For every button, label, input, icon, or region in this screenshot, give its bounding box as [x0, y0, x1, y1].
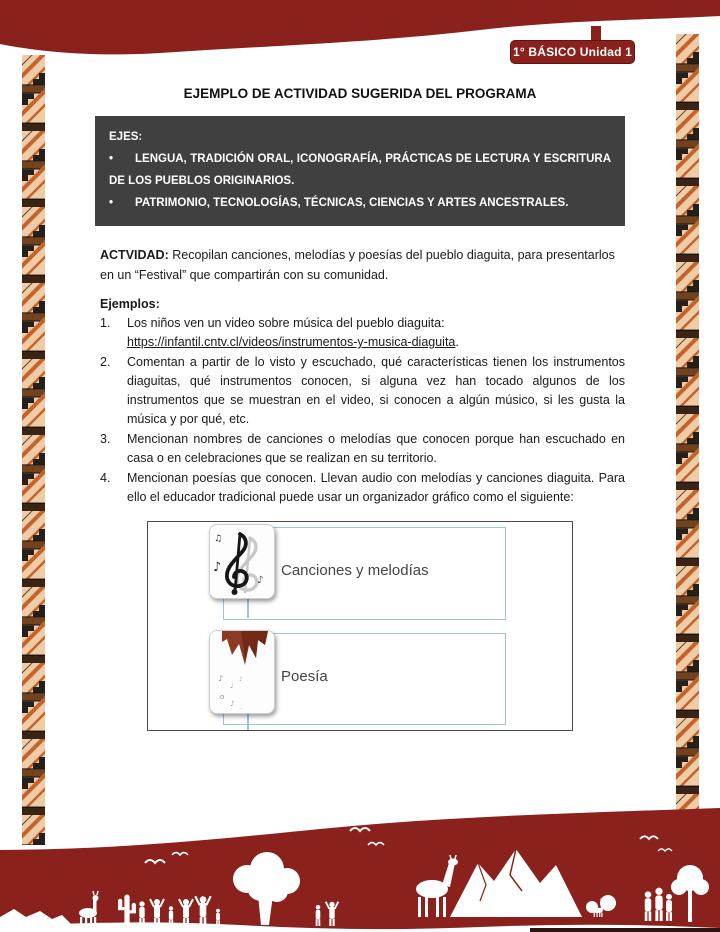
ejes-item-text: PATRIMONIO, TECNOLOGÍAS, TÉCNICAS, CIENCIAS Y ARTES ANCESTRALES.	[135, 197, 569, 209]
ink-leaf-icon	[210, 631, 274, 713]
item-line: Los niños ven un video sobre música del pueblo diaguita:	[127, 316, 445, 330]
item-number: 1.	[100, 316, 111, 330]
example-item	[100, 430, 625, 468]
svg-text:♩: ♩	[230, 682, 234, 690]
svg-text:o: o	[220, 693, 225, 701]
activity-text: Recopilan canciones, melodías y poesías del pueblo diaguita, para presentarlos en un “Festival” que compartirán con su comunidad.	[100, 248, 615, 282]
connector-line	[247, 597, 249, 618]
link-suffix: .	[455, 335, 459, 349]
left-textile-border	[22, 55, 45, 845]
item-text: Mencionan nombres de canciones o melodías que conocen porque han escuchado en casa o en celebraciones que se realizan en su territorio.	[127, 432, 625, 465]
item-text: Mencionan poesías que conocen. Llevan audio con melodías y canciones diaguita. Para ello el educador tradicional puede usar un organizador gráfico como el siguiente:	[127, 471, 625, 504]
organizer-label: Canciones y melodías	[281, 562, 429, 579]
examples-heading: Ejemplos:	[100, 297, 160, 311]
item-number: 4.	[100, 471, 111, 485]
bullet-icon: •	[109, 197, 114, 209]
treble-clef-icon	[210, 525, 274, 598]
ejes-item-text: LENGUA, TRADICIÓN ORAL, ICONOGRAFÍA, PRÁCTICAS DE LECTURA Y ESCRITURA DE LOS PUEBLOS ORIGINARIOS.	[109, 153, 611, 187]
activity-paragraph	[100, 245, 625, 285]
example-item	[100, 469, 625, 507]
page-title: EJEMPLO DE ACTIVIDAD SUGERIDA DEL PROGRAMA	[183, 86, 537, 101]
examples-list	[100, 314, 625, 507]
organizer-label: Poesía	[281, 668, 328, 685]
item-text: Comentan a partir de lo visto y escuchado, qué características tienen los instrumentos diaguitas, qué instrumentos conocen, si alguna vez han tocado algunos de los instrumentos que se muestran en el video, si conocen a algún músico, si les gusta la música y por qué, etc.	[127, 355, 625, 426]
canciones-image-card	[209, 524, 275, 599]
item-number: 2.	[100, 355, 111, 369]
svg-text:♪: ♪	[230, 700, 235, 708]
ejes-item	[109, 148, 611, 192]
svg-text:♫: ♫	[214, 534, 223, 544]
svg-text:♪: ♪	[218, 674, 224, 683]
ejes-item	[109, 192, 611, 214]
svg-text:.: .	[240, 703, 243, 711]
svg-text:♪: ♪	[239, 676, 243, 683]
svg-text:♪: ♪	[257, 575, 264, 586]
example-item	[100, 353, 625, 429]
unit-badge: 1° BÁSICO Unidad 1	[510, 40, 635, 64]
content-area	[95, 0, 625, 731]
activity-label: ACTVIDAD:	[100, 248, 169, 262]
item-number: 3.	[100, 432, 111, 446]
svg-text:♪: ♪	[213, 560, 222, 575]
item-text	[127, 314, 625, 352]
poesia-image-card	[209, 630, 275, 714]
bullet-icon: •	[109, 153, 114, 165]
right-textile-border	[676, 34, 699, 830]
ejes-heading: EJES:	[109, 131, 143, 143]
graphic-organizer	[147, 521, 573, 731]
ejes-box	[95, 116, 625, 226]
example-item	[100, 314, 625, 352]
video-link[interactable]: https://infantil.cntv.cl/videos/instrumentos-y-musica-diaguita	[127, 335, 456, 349]
footer-landscape	[0, 805, 720, 932]
